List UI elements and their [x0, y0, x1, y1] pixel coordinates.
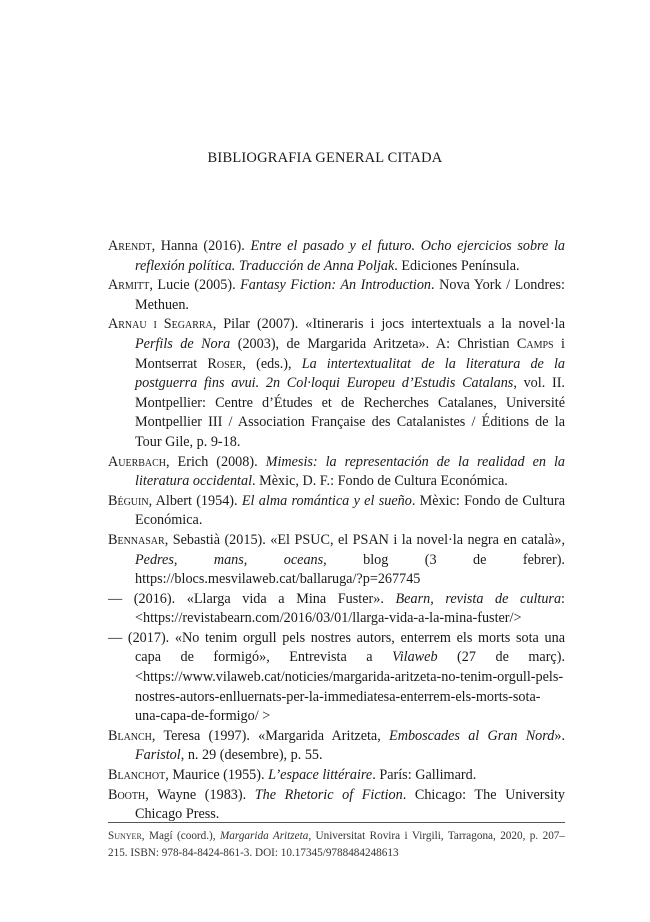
author-surname: Roser: [207, 355, 243, 372]
italic-title: Pedres, mans, oceans: [135, 551, 324, 568]
italic-title: Faristol: [135, 747, 181, 764]
entry-text: . Mèxic: Fondo de Cultura Económica.: [135, 492, 565, 529]
entry-text: . Ediciones Península.: [394, 257, 520, 274]
italic-title: Margarida Aritzeta: [219, 830, 309, 842]
entry-text: ».: [554, 727, 565, 744]
bibliography-entry: [108, 786, 565, 825]
italic-title: Vilaweb: [392, 649, 438, 666]
bibliography-entry: [108, 492, 565, 531]
bibliography-entry: [108, 590, 565, 629]
author-surname: Béguin: [108, 492, 149, 509]
entry-text: , Magí (coord.),: [141, 830, 220, 842]
bibliography-entry: [108, 237, 565, 276]
entry-text: , vol. II. Montpellier: Centre d’Études et de Recherches Catalanes, Université Montpellier III / Association Française des Catalanistes / Éditions de la Tour Gile, p. 9-18.: [135, 375, 565, 450]
italic-title: Entre el pasado y el futuro. Ocho ejercicios sobre la reflexión política. Traducción de Anna Poljak: [135, 238, 565, 274]
bibliography-entry: [108, 276, 565, 315]
entry-text: , Pilar (2007). «Itineraris i jocs intertextuals a la novel·la: [212, 316, 565, 333]
author-surname: Arendt: [108, 238, 152, 254]
bibliography-entry: [108, 453, 565, 492]
author-surname: Booth: [108, 786, 146, 803]
footer-divider: [108, 822, 565, 823]
italic-title: Bearn, revista de cultura: [395, 590, 562, 607]
entry-text: . Mèxic, D. F.: Fondo de Cultura Económica.: [252, 473, 508, 490]
italic-title: L’espace littéraire: [268, 767, 373, 784]
bibliography-entry: [108, 727, 565, 766]
italic-title: The Rhetoric of Fiction: [254, 786, 403, 803]
entry-text: , Sebastià (2015). «El PSUC, el PSAN i la novel·la negra en català»,: [164, 531, 565, 548]
author-surname: Blanchot: [108, 767, 166, 784]
entry-text: , Teresa (1997). «Margarida Aritzeta,: [151, 727, 390, 744]
author-surname: Auerbach: [108, 453, 167, 470]
entry-text: — (2017). «No tenim orgull pels nostres autors, enterrem els morts sota una capa de formigó», Entrevista a: [108, 629, 565, 666]
entry-text: i Montserrat: [135, 335, 565, 372]
author-surname: Arnau i Segarra: [108, 316, 213, 333]
italic-title: Emboscades al Gran Nord: [389, 727, 555, 744]
entry-text: , Erich (2008).: [166, 453, 266, 470]
entry-text: , Albert (1954).: [148, 492, 242, 509]
bibliography-entry: [108, 531, 565, 590]
entry-text: — (2016). «Llarga vida a Mina Fuster».: [108, 590, 396, 607]
entry-text: , Universitat Rovira i Virgili, Tarragona, 2020, p. 207–215. ISBN: 978-84-8424-861-3. DOI: 10.17345/9788484248613: [108, 830, 565, 859]
author-surname: Blanch: [108, 727, 152, 744]
entry-text: , Wayne (1983).: [145, 786, 255, 803]
author-surname: Bennasar: [108, 531, 165, 548]
entry-text: , n. 29 (desembre), p. 55.: [180, 747, 323, 764]
author-surname: Sunyer: [108, 830, 142, 842]
entry-text: . Chicago: The University Chicago Press.: [135, 786, 565, 823]
entry-text: , Lucie (2005).: [149, 277, 241, 294]
bibliography-entry: [108, 315, 565, 452]
bibliography-entry: [108, 629, 565, 727]
bibliography-entry: [108, 766, 565, 786]
entry-text: . París: Gallimard.: [372, 767, 477, 784]
page-title: BIBLIOGRAFIA GENERAL CITADA: [207, 150, 443, 166]
citation-footer: [108, 828, 565, 861]
entry-text: , Hanna (2016).: [151, 238, 251, 254]
italic-title: Perfils de Nora: [135, 335, 231, 352]
bibliography-list: [108, 237, 565, 825]
italic-title: Fantasy Fiction: An Introduction: [240, 277, 432, 294]
entry-text: . Nova York / Londres: Methuen.: [135, 277, 565, 313]
entry-text: : <https://revistabearn.com/2016/03/01/llarga-vida-a-la-mina-fuster/>: [135, 590, 565, 627]
entry-text: , Maurice (1955).: [165, 767, 269, 784]
entry-text: , blog (3 de febrer). https://blocs.mesvilaweb.cat/ballaruga/?p=267745: [135, 551, 565, 588]
entry-text: , (eds.),: [242, 355, 302, 372]
italic-title: El alma romántica y el sueño: [241, 492, 412, 509]
italic-title: Mimesis: la representación de la realidad en la literatura occidental: [135, 453, 565, 490]
italic-title: La intertextualitat de la literatura de la postguerra fins avui. 2n Col·loqui Europeu d’Estudis Catalans: [135, 355, 565, 392]
author-surname: Armitt: [108, 277, 150, 294]
entry-text: (27 de març). <https://www.vilaweb.cat/noticies/margarida-aritzeta-no-tenim-orgull-pels-nostres-autors-enlluernats-per-la-immediatesa-enterrem-els-morts-sota-una-capa-de-formigo/ >: [135, 649, 565, 725]
author-surname: Camps: [516, 335, 554, 352]
entry-text: (2003), de Margarida Aritzeta». A: Christian: [230, 335, 517, 352]
